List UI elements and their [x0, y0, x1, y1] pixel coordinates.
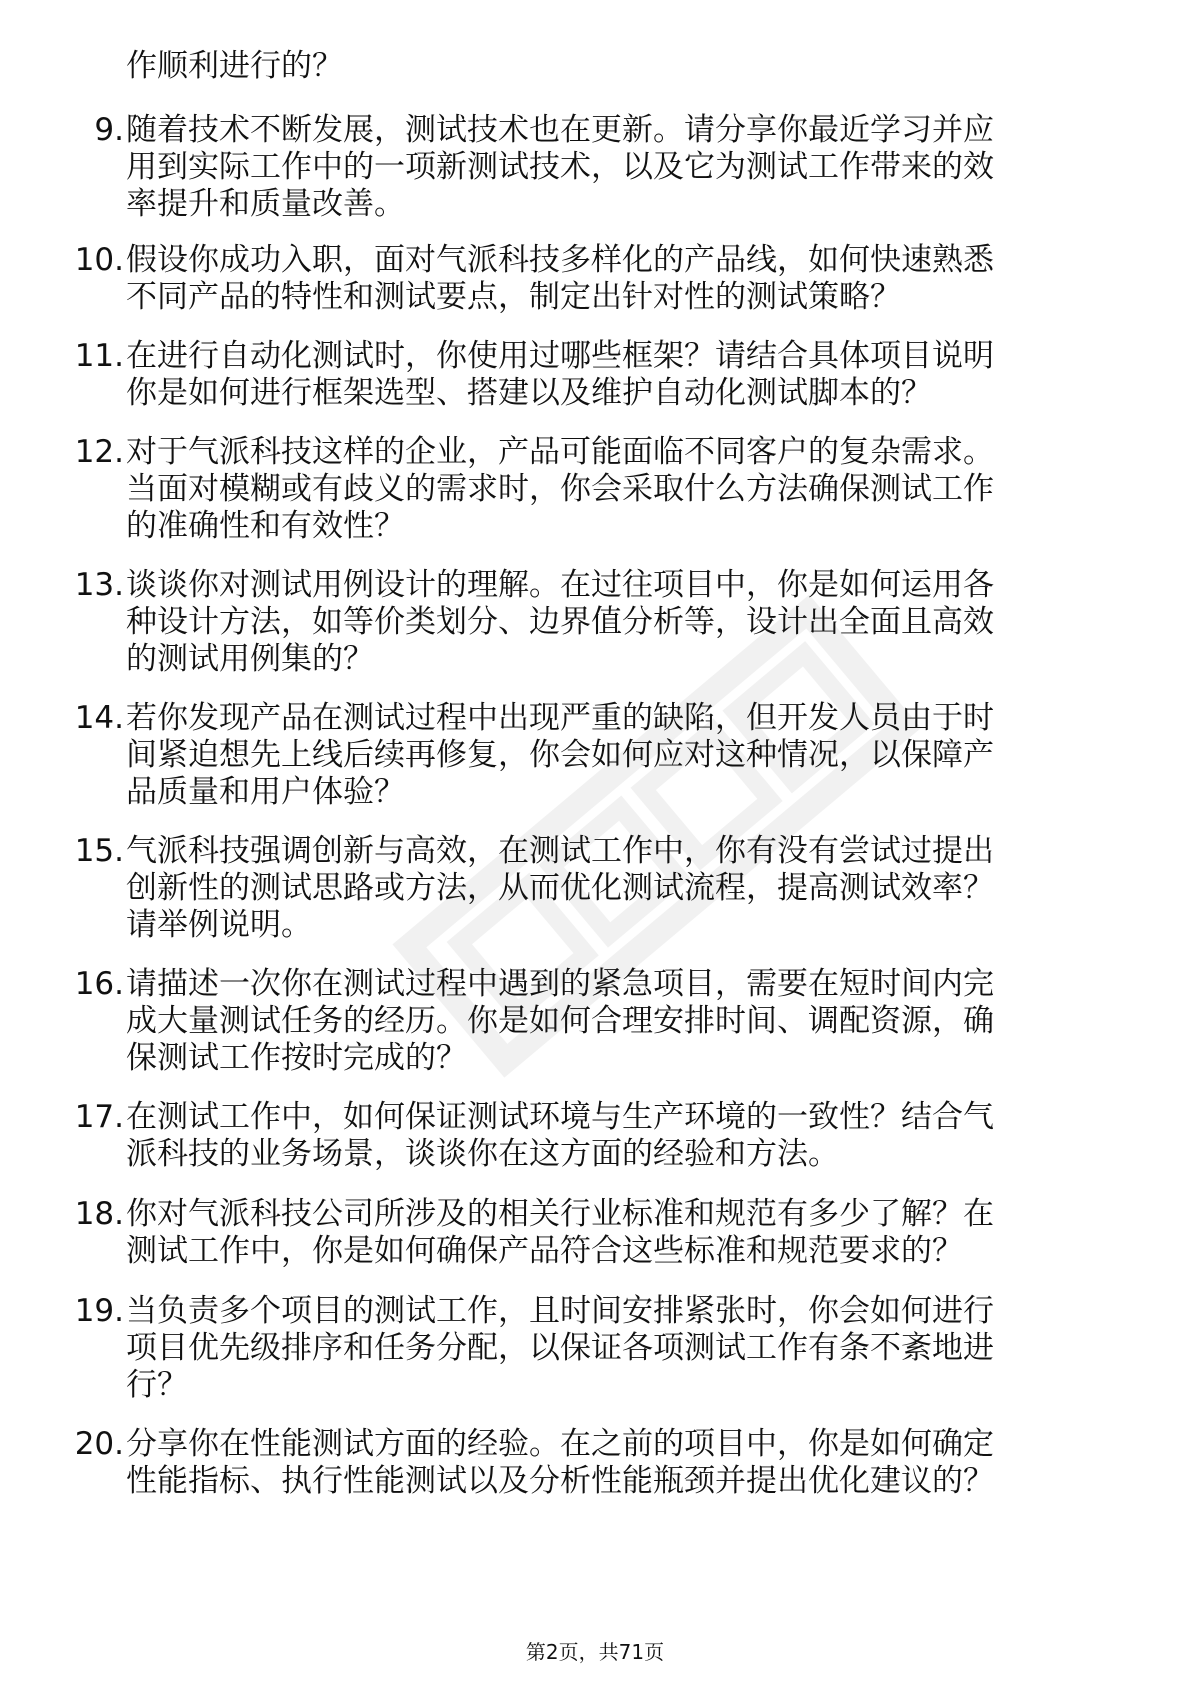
question-line: 间紧迫想先上线后续再修复，你会如何应对这种情况，以保障产	[126, 737, 994, 773]
question-number: 17.	[74, 1099, 124, 1135]
question-number: 13.	[74, 567, 124, 603]
question-number: 19.	[74, 1293, 124, 1329]
question-line: 率提升和质量改善。	[126, 186, 405, 222]
question-number: 12.	[74, 434, 124, 470]
continuation-line: 作顺利进行的？	[126, 48, 343, 84]
question-line: 种设计方法，如等价类划分、边界值分析等，设计出全面且高效	[126, 604, 994, 640]
question-line: 成大量测试任务的经历。你是如何合理安排时间、调配资源，确	[126, 1003, 994, 1039]
question-number: 18.	[74, 1196, 124, 1232]
question-number: 9.	[94, 112, 124, 148]
question-line: 当负责多个项目的测试工作，且时间安排紧张时，你会如何进行	[126, 1293, 994, 1329]
question-line: 当面对模糊或有歧义的需求时，你会采取什么方法确保测试工作	[126, 471, 994, 507]
page-footer: 第2页，共71页	[525, 1640, 665, 1664]
question-line: 在测试工作中，如何保证测试环境与生产环境的一致性？结合气	[126, 1099, 994, 1135]
question-line: 分享你在性能测试方面的经验。在之前的项目中，你是如何确定	[126, 1426, 994, 1462]
question-line: 若你发现产品在测试过程中出现严重的缺陷，但开发人员由于时	[126, 700, 994, 736]
question-line: 谈谈你对测试用例设计的理解。在过往项目中，你是如何运用各	[126, 567, 994, 603]
question-line: 测试工作中，你是如何确保产品符合这些标准和规范要求的？	[126, 1233, 963, 1269]
question-line: 不同产品的特性和测试要点，制定出针对性的测试策略？	[126, 279, 901, 315]
question-line: 创新性的测试思路或方法，从而优化测试流程，提高测试效率？	[126, 870, 994, 906]
question-line: 对于气派科技这样的企业，产品可能面临不同客户的复杂需求。	[126, 434, 994, 470]
question-number: 20.	[74, 1426, 124, 1462]
question-line: 请描述一次你在测试过程中遇到的紧急项目，需要在短时间内完	[126, 966, 994, 1002]
question-line: 在进行自动化测试时，你使用过哪些框架？请结合具体项目说明	[126, 338, 994, 374]
question-number: 11.	[74, 338, 124, 374]
question-line: 假设你成功入职，面对气派科技多样化的产品线，如何快速熟悉	[126, 242, 994, 278]
question-line: 派科技的业务场景，谈谈你在这方面的经验和方法。	[126, 1136, 839, 1172]
question-line: 品质量和用户体验？	[126, 774, 405, 810]
question-line: 随着技术不断发展，测试技术也在更新。请分享你最近学习并应	[126, 112, 994, 148]
question-line: 你对气派科技公司所涉及的相关行业标准和规范有多少了解？在	[126, 1196, 994, 1232]
question-number: 14.	[74, 700, 124, 736]
question-line: 用到实际工作中的一项新测试技术，以及它为测试工作带来的效	[126, 149, 994, 185]
question-line: 气派科技强调创新与高效，在测试工作中，你有没有尝试过提出	[126, 833, 994, 869]
question-line: 请举例说明。	[126, 907, 312, 943]
question-line: 的测试用例集的？	[126, 641, 374, 677]
question-line: 行？	[126, 1367, 188, 1403]
question-line: 的准确性和有效性？	[126, 508, 405, 544]
question-line: 项目优先级排序和任务分配，以保证各项测试工作有条不紊地进	[126, 1330, 994, 1366]
question-line: 保测试工作按时完成的？	[126, 1040, 467, 1076]
question-number: 10.	[74, 242, 124, 278]
question-number: 15.	[74, 833, 124, 869]
question-number: 16.	[74, 966, 124, 1002]
question-line: 性能指标、执行性能测试以及分析性能瓶颈并提出优化建议的？	[126, 1463, 994, 1499]
question-line: 你是如何进行框架选型、搭建以及维护自动化测试脚本的？	[126, 375, 932, 411]
